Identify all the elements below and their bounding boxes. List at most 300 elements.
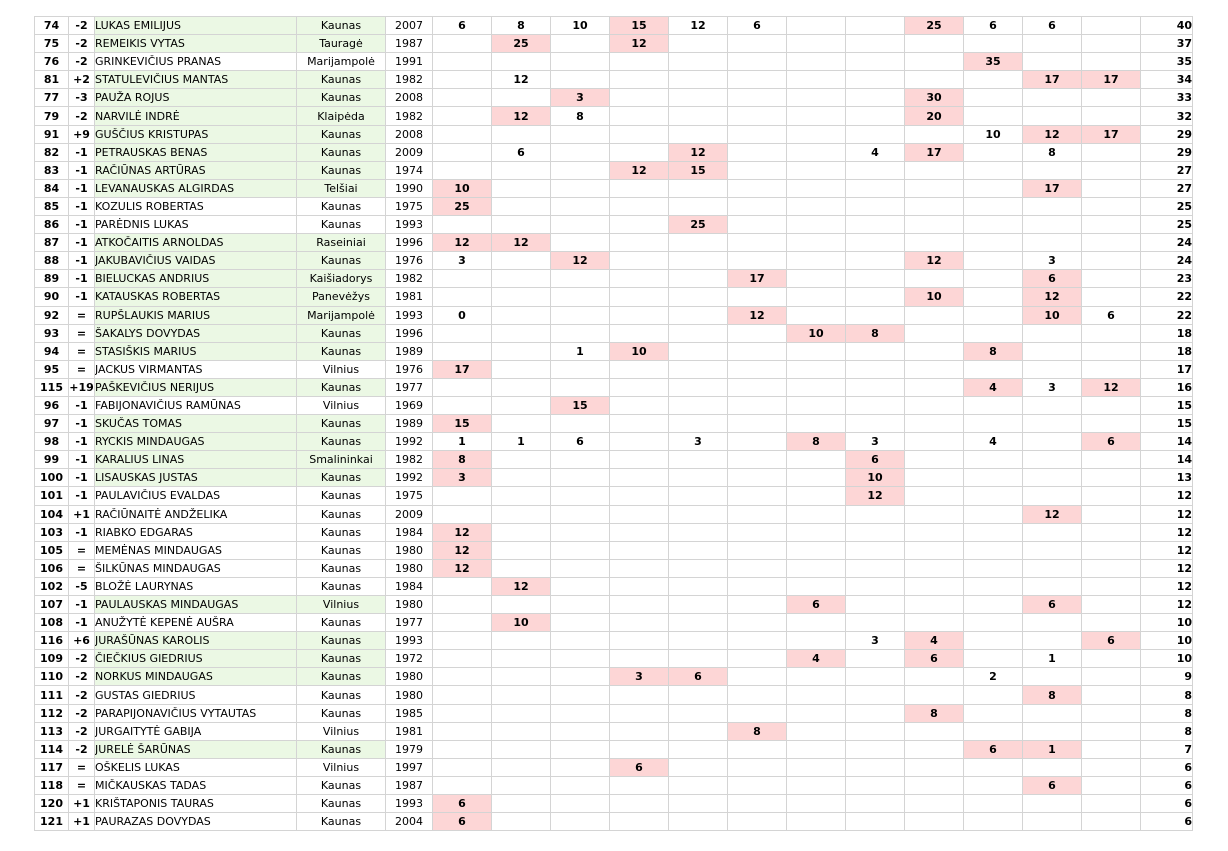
table-row — [35, 53, 1193, 71]
stage-points-cell — [492, 505, 551, 523]
athlete-name: BIELUCKAS ANDRIUS — [95, 270, 297, 288]
stage-points-cell — [787, 668, 846, 686]
stage-points-cell — [964, 650, 1023, 668]
stage-points-cell — [1082, 487, 1141, 505]
stage-points-cell — [1082, 541, 1141, 559]
stage-points-cell: 10 — [787, 324, 846, 342]
rank-cell: 85 — [35, 197, 69, 215]
stage-points-cell: 12 — [433, 541, 492, 559]
stage-points-cell — [728, 433, 787, 451]
rank-cell: 87 — [35, 234, 69, 252]
table-row — [35, 722, 1193, 740]
stage-points-cell: 3 — [846, 632, 905, 650]
change-cell: +1 — [69, 813, 95, 831]
city-cell: Kaišiadorys — [297, 270, 386, 288]
stage-points-cell: 12 — [610, 161, 669, 179]
table-row — [35, 378, 1193, 396]
stage-points-cell — [728, 559, 787, 577]
stage-points-cell — [610, 89, 669, 107]
athlete-name: STATULEVIČIUS MANTAS — [95, 71, 297, 89]
stage-points-cell: 12 — [492, 577, 551, 595]
stage-points-cell — [1082, 396, 1141, 414]
stage-points-cell — [846, 378, 905, 396]
birth-year-cell: 1972 — [386, 650, 433, 668]
stage-points-cell — [787, 686, 846, 704]
stage-points-cell — [610, 197, 669, 215]
change-cell: -2 — [69, 668, 95, 686]
total-points-cell: 10 — [1141, 614, 1193, 632]
stage-points-cell — [1023, 795, 1082, 813]
stage-points-cell — [905, 614, 964, 632]
stage-points-cell — [964, 813, 1023, 831]
city-cell: Kaunas — [297, 505, 386, 523]
stage-points-cell — [787, 469, 846, 487]
stage-points-cell — [728, 125, 787, 143]
table-row — [35, 216, 1193, 234]
stage-points-cell — [1082, 143, 1141, 161]
stage-points-cell — [610, 596, 669, 614]
stage-points-cell — [787, 776, 846, 794]
rank-cell: 110 — [35, 668, 69, 686]
stage-points-cell: 12 — [551, 252, 610, 270]
athlete-name: PARĖDNIS LUKAS — [95, 216, 297, 234]
athlete-name: GUŠČIUS KRISTUPAS — [95, 125, 297, 143]
city-cell: Kaunas — [297, 668, 386, 686]
stage-points-cell — [905, 53, 964, 71]
rank-cell: 88 — [35, 252, 69, 270]
stage-points-cell — [610, 722, 669, 740]
stage-points-cell — [433, 704, 492, 722]
stage-points-cell — [787, 161, 846, 179]
stage-points-cell — [1023, 577, 1082, 595]
stage-points-cell — [610, 795, 669, 813]
stage-points-cell — [728, 53, 787, 71]
table-row — [35, 433, 1193, 451]
stage-points-cell: 25 — [433, 197, 492, 215]
stage-points-cell — [492, 451, 551, 469]
stage-points-cell — [1023, 197, 1082, 215]
stage-points-cell — [905, 216, 964, 234]
stage-points-cell — [433, 577, 492, 595]
stage-points-cell — [669, 107, 728, 125]
change-cell: -5 — [69, 577, 95, 595]
athlete-name: KATAUSKAS ROBERTAS — [95, 288, 297, 306]
stage-points-cell: 12 — [905, 252, 964, 270]
athlete-name: ŠAKALYS DOVYDAS — [95, 324, 297, 342]
stage-points-cell — [905, 360, 964, 378]
stage-points-cell: 4 — [846, 143, 905, 161]
city-cell: Kaunas — [297, 252, 386, 270]
stage-points-cell — [1082, 505, 1141, 523]
birth-year-cell: 1992 — [386, 433, 433, 451]
athlete-name: SKUČAS TOMAS — [95, 415, 297, 433]
stage-points-cell — [964, 614, 1023, 632]
stage-points-cell — [964, 107, 1023, 125]
stage-points-cell — [787, 143, 846, 161]
stage-points-cell: 12 — [1023, 288, 1082, 306]
total-points-cell: 18 — [1141, 324, 1193, 342]
stage-points-cell — [492, 396, 551, 414]
stage-points-cell — [492, 89, 551, 107]
stage-points-cell — [905, 396, 964, 414]
stage-points-cell — [905, 795, 964, 813]
stage-points-cell — [433, 324, 492, 342]
rank-cell: 94 — [35, 342, 69, 360]
change-cell: -2 — [69, 35, 95, 53]
table-row — [35, 469, 1193, 487]
stage-points-cell — [1082, 469, 1141, 487]
stage-points-cell — [728, 179, 787, 197]
stage-points-cell — [669, 704, 728, 722]
table-row — [35, 197, 1193, 215]
stage-points-cell — [846, 161, 905, 179]
stage-points-cell — [492, 288, 551, 306]
stage-points-cell — [728, 686, 787, 704]
rank-cell: 93 — [35, 324, 69, 342]
change-cell: -1 — [69, 596, 95, 614]
city-cell: Vilnius — [297, 758, 386, 776]
stage-points-cell: 15 — [669, 161, 728, 179]
table-row — [35, 668, 1193, 686]
stage-points-cell — [492, 795, 551, 813]
stage-points-cell — [787, 179, 846, 197]
total-points-cell: 15 — [1141, 415, 1193, 433]
rank-cell: 95 — [35, 360, 69, 378]
stage-points-cell — [728, 107, 787, 125]
table-row — [35, 252, 1193, 270]
stage-points-cell — [433, 216, 492, 234]
ranking-table — [34, 16, 1193, 831]
stage-points-cell — [905, 125, 964, 143]
stage-points-cell — [551, 632, 610, 650]
birth-year-cell: 1976 — [386, 252, 433, 270]
stage-points-cell — [610, 53, 669, 71]
stage-points-cell — [905, 234, 964, 252]
total-points-cell: 29 — [1141, 143, 1193, 161]
stage-points-cell — [787, 795, 846, 813]
city-cell: Vilnius — [297, 396, 386, 414]
total-points-cell: 10 — [1141, 632, 1193, 650]
stage-points-cell — [964, 306, 1023, 324]
stage-points-cell — [964, 35, 1023, 53]
change-cell: = — [69, 342, 95, 360]
stage-points-cell — [905, 577, 964, 595]
stage-points-cell — [551, 614, 610, 632]
stage-points-cell: 1 — [1023, 740, 1082, 758]
change-cell: -2 — [69, 53, 95, 71]
stage-points-cell: 17 — [1082, 125, 1141, 143]
change-cell: -1 — [69, 270, 95, 288]
stage-points-cell — [728, 704, 787, 722]
stage-points-cell — [551, 776, 610, 794]
stage-points-cell — [492, 758, 551, 776]
total-points-cell: 12 — [1141, 541, 1193, 559]
stage-points-cell — [728, 596, 787, 614]
athlete-name: RYCKIS MINDAUGAS — [95, 433, 297, 451]
stage-points-cell — [1023, 360, 1082, 378]
stage-points-cell — [610, 505, 669, 523]
stage-points-cell — [669, 342, 728, 360]
stage-points-cell — [846, 614, 905, 632]
stage-points-cell: 6 — [905, 650, 964, 668]
stage-points-cell — [1082, 161, 1141, 179]
stage-points-cell — [492, 360, 551, 378]
athlete-name: LUKAS EMILIJUS — [95, 17, 297, 35]
birth-year-cell: 2009 — [386, 505, 433, 523]
birth-year-cell: 1987 — [386, 35, 433, 53]
change-cell: = — [69, 324, 95, 342]
stage-points-cell — [728, 541, 787, 559]
stage-points-cell — [846, 35, 905, 53]
athlete-name: JURELĖ ŠARŪNAS — [95, 740, 297, 758]
stage-points-cell — [492, 740, 551, 758]
stage-points-cell — [1082, 270, 1141, 288]
athlete-name: PAŠKEVIČIUS NERIJUS — [95, 378, 297, 396]
table-row — [35, 89, 1193, 107]
stage-points-cell — [846, 197, 905, 215]
stage-points-cell: 3 — [1023, 252, 1082, 270]
stage-points-cell — [669, 577, 728, 595]
athlete-name: NORKUS MINDAUGAS — [95, 668, 297, 686]
stage-points-cell — [1023, 35, 1082, 53]
stage-points-cell — [492, 469, 551, 487]
change-cell: -1 — [69, 216, 95, 234]
athlete-name: RIABKO EDGARAS — [95, 523, 297, 541]
rank-cell: 77 — [35, 89, 69, 107]
stage-points-cell: 10 — [433, 179, 492, 197]
stage-points-cell — [728, 668, 787, 686]
stage-points-cell — [610, 324, 669, 342]
rank-cell: 84 — [35, 179, 69, 197]
stage-points-cell — [551, 813, 610, 831]
city-cell: Kaunas — [297, 704, 386, 722]
stage-points-cell — [551, 35, 610, 53]
table-row — [35, 179, 1193, 197]
table-row — [35, 650, 1193, 668]
stage-points-cell — [610, 541, 669, 559]
stage-points-cell — [1082, 107, 1141, 125]
stage-points-cell — [610, 614, 669, 632]
stage-points-cell — [1023, 541, 1082, 559]
birth-year-cell: 1996 — [386, 234, 433, 252]
table-row — [35, 143, 1193, 161]
birth-year-cell: 1974 — [386, 161, 433, 179]
stage-points-cell: 12 — [433, 234, 492, 252]
stage-points-cell — [905, 161, 964, 179]
stage-points-cell — [551, 722, 610, 740]
stage-points-cell — [964, 758, 1023, 776]
stage-points-cell — [846, 776, 905, 794]
table-row — [35, 596, 1193, 614]
stage-points-cell — [1023, 632, 1082, 650]
city-cell: Kaunas — [297, 523, 386, 541]
change-cell: = — [69, 306, 95, 324]
stage-points-cell — [728, 813, 787, 831]
stage-points-cell — [728, 505, 787, 523]
stage-points-cell — [905, 776, 964, 794]
change-cell: -1 — [69, 288, 95, 306]
stage-points-cell — [787, 487, 846, 505]
stage-points-cell: 3 — [433, 252, 492, 270]
table-row — [35, 125, 1193, 143]
table-row — [35, 795, 1193, 813]
city-cell: Kaunas — [297, 740, 386, 758]
city-cell: Panevėžys — [297, 288, 386, 306]
stage-points-cell — [1023, 614, 1082, 632]
stage-points-cell — [728, 35, 787, 53]
stage-points-cell — [1082, 740, 1141, 758]
stage-points-cell — [433, 722, 492, 740]
stage-points-cell — [492, 161, 551, 179]
rank-cell: 113 — [35, 722, 69, 740]
total-points-cell: 15 — [1141, 396, 1193, 414]
city-cell: Kaunas — [297, 650, 386, 668]
stage-points-cell: 12 — [669, 17, 728, 35]
stage-points-cell — [1023, 704, 1082, 722]
total-points-cell: 16 — [1141, 378, 1193, 396]
birth-year-cell: 1980 — [386, 596, 433, 614]
stage-points-cell — [551, 596, 610, 614]
stage-points-cell — [1082, 704, 1141, 722]
stage-points-cell — [964, 179, 1023, 197]
athlete-name: ČIEČKIUS GIEDRIUS — [95, 650, 297, 668]
athlete-name: REMEIKIS VYTAS — [95, 35, 297, 53]
stage-points-cell — [551, 306, 610, 324]
athlete-name: ANUŽYTĖ KEPENĖ AUŠRA — [95, 614, 297, 632]
stage-points-cell — [669, 541, 728, 559]
stage-points-cell — [433, 776, 492, 794]
stage-points-cell — [905, 559, 964, 577]
table-row — [35, 396, 1193, 414]
athlete-name: ŠILKŪNAS MINDAUGAS — [95, 559, 297, 577]
stage-points-cell — [610, 270, 669, 288]
change-cell: -3 — [69, 89, 95, 107]
stage-points-cell — [846, 89, 905, 107]
stage-points-cell — [787, 125, 846, 143]
stage-points-cell — [728, 396, 787, 414]
rank-cell: 86 — [35, 216, 69, 234]
stage-points-cell — [846, 704, 905, 722]
total-points-cell: 12 — [1141, 523, 1193, 541]
stage-points-cell — [551, 197, 610, 215]
stage-points-cell — [551, 650, 610, 668]
stage-points-cell: 12 — [433, 559, 492, 577]
stage-points-cell — [964, 252, 1023, 270]
stage-points-cell — [787, 107, 846, 125]
stage-points-cell — [610, 740, 669, 758]
table-row — [35, 270, 1193, 288]
athlete-name: ATKOČAITIS ARNOLDAS — [95, 234, 297, 252]
stage-points-cell — [846, 396, 905, 414]
stage-points-cell — [551, 415, 610, 433]
table-row — [35, 234, 1193, 252]
table-row — [35, 324, 1193, 342]
stage-points-cell: 8 — [492, 17, 551, 35]
table-row — [35, 451, 1193, 469]
stage-points-cell — [846, 216, 905, 234]
stage-points-cell — [669, 559, 728, 577]
rank-cell: 117 — [35, 758, 69, 776]
stage-points-cell — [551, 288, 610, 306]
change-cell: -2 — [69, 722, 95, 740]
rank-cell: 96 — [35, 396, 69, 414]
change-cell: +19 — [69, 378, 95, 396]
stage-points-cell — [551, 360, 610, 378]
stage-points-cell — [787, 216, 846, 234]
stage-points-cell — [846, 668, 905, 686]
stage-points-cell — [492, 776, 551, 794]
stage-points-cell — [846, 179, 905, 197]
stage-points-cell — [551, 541, 610, 559]
total-points-cell: 9 — [1141, 668, 1193, 686]
stage-points-cell — [1023, 324, 1082, 342]
rank-cell: 108 — [35, 614, 69, 632]
stage-points-cell — [1082, 89, 1141, 107]
stage-points-cell — [1082, 776, 1141, 794]
rank-cell: 106 — [35, 559, 69, 577]
stage-points-cell — [669, 795, 728, 813]
stage-points-cell: 15 — [433, 415, 492, 433]
stage-points-cell — [551, 487, 610, 505]
stage-points-cell — [964, 197, 1023, 215]
birth-year-cell: 1982 — [386, 451, 433, 469]
change-cell: -1 — [69, 433, 95, 451]
stage-points-cell — [846, 813, 905, 831]
total-points-cell: 10 — [1141, 650, 1193, 668]
athlete-name: PARAPIJONAVIČIUS VYTAUTAS — [95, 704, 297, 722]
stage-points-cell — [846, 306, 905, 324]
change-cell: -1 — [69, 469, 95, 487]
stage-points-cell: 8 — [433, 451, 492, 469]
stage-points-cell: 3 — [846, 433, 905, 451]
rank-cell: 79 — [35, 107, 69, 125]
stage-points-cell — [846, 758, 905, 776]
birth-year-cell: 1993 — [386, 216, 433, 234]
stage-points-cell — [905, 378, 964, 396]
stage-points-cell: 10 — [610, 342, 669, 360]
stage-points-cell — [492, 487, 551, 505]
stage-points-cell — [669, 53, 728, 71]
birth-year-cell: 1980 — [386, 668, 433, 686]
birth-year-cell: 1969 — [386, 396, 433, 414]
total-points-cell: 13 — [1141, 469, 1193, 487]
rank-cell: 111 — [35, 686, 69, 704]
city-cell: Kaunas — [297, 632, 386, 650]
stage-points-cell: 3 — [551, 89, 610, 107]
birth-year-cell: 1982 — [386, 270, 433, 288]
stage-points-cell — [964, 686, 1023, 704]
stage-points-cell — [551, 71, 610, 89]
stage-points-cell — [1082, 686, 1141, 704]
stage-points-cell — [1023, 523, 1082, 541]
stage-points-cell — [551, 704, 610, 722]
stage-points-cell — [1082, 324, 1141, 342]
rank-cell: 109 — [35, 650, 69, 668]
birth-year-cell: 2008 — [386, 89, 433, 107]
stage-points-cell: 12 — [1082, 378, 1141, 396]
stage-points-cell: 17 — [433, 360, 492, 378]
stage-points-cell: 12 — [492, 71, 551, 89]
stage-points-cell — [787, 614, 846, 632]
stage-points-cell — [1082, 179, 1141, 197]
stage-points-cell — [787, 197, 846, 215]
stage-points-cell — [610, 451, 669, 469]
city-cell: Kaunas — [297, 614, 386, 632]
stage-points-cell — [551, 505, 610, 523]
stage-points-cell — [787, 89, 846, 107]
city-cell: Vilnius — [297, 722, 386, 740]
athlete-name: RAČIŪNAITĖ ANDŽELIKA — [95, 505, 297, 523]
